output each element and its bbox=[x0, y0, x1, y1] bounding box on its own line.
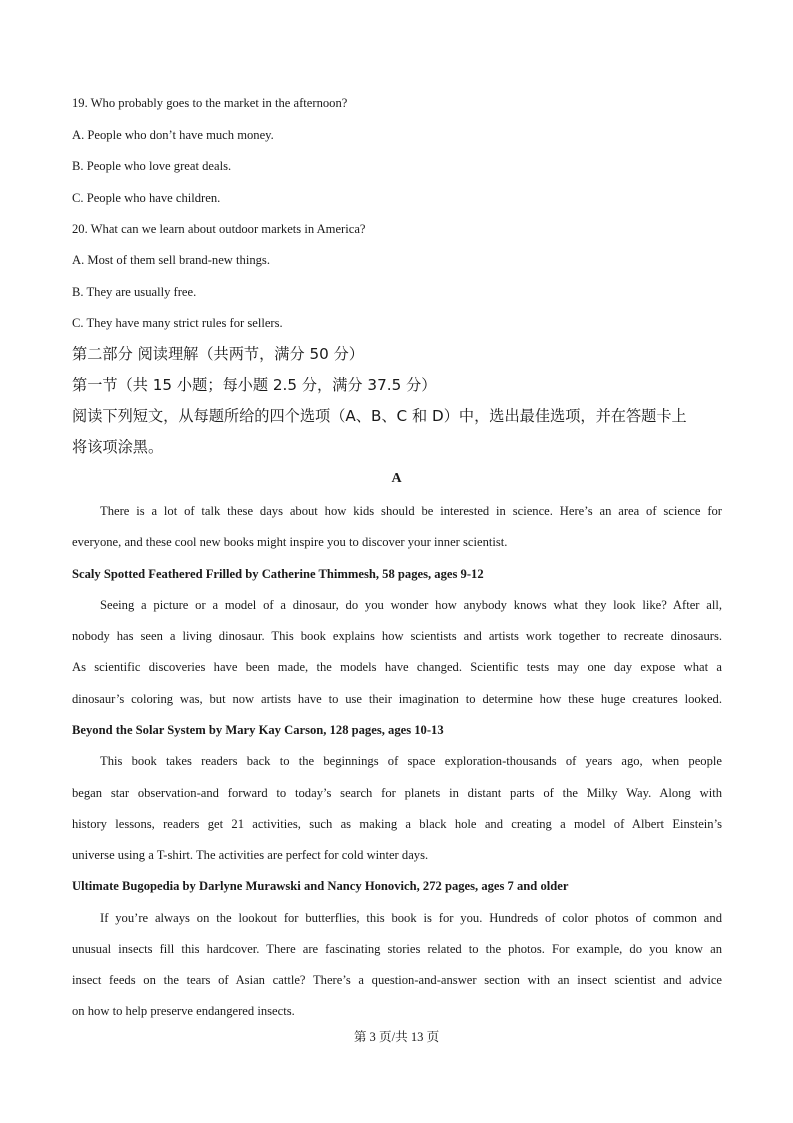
book-1-line-4: dinosaur’s coloring was, but now artists have to use their imagination to determine how these huge creatures looked. bbox=[72, 692, 722, 706]
book-1-line-3: As scientific discoveries have been made, the models have changed. Scientific tests may one day expose what a bbox=[72, 660, 722, 674]
question-20-stem: 20. What can we learn about outdoor markets in America? bbox=[72, 222, 366, 236]
book-2-title: Beyond the Solar System by Mary Kay Carson, 128 pages, ages 10-13 bbox=[72, 723, 444, 737]
question-20-option-b: B. They are usually free. bbox=[72, 285, 197, 299]
book-3-line-4: on how to help preserve endangered insects. bbox=[72, 1004, 295, 1018]
book-2-line-2: began star observation-and forward to today’s search for planets in distant parts of the Milky Way. Along with bbox=[72, 786, 722, 800]
question-19-option-b: B. People who love great deals. bbox=[72, 159, 232, 173]
question-20-option-a: A. Most of them sell brand-new things. bbox=[72, 253, 270, 267]
question-20-option-c: C. They have many strict rules for sellers. bbox=[72, 316, 283, 330]
passage-label: A bbox=[391, 471, 402, 486]
part-heading: 第二部分 阅读理解（共两节，满分 50 分） bbox=[72, 345, 364, 363]
intro-line-2: everyone, and these cool new books might inspire you to discover your inner scientist. bbox=[72, 535, 508, 549]
book-2-line-1: This book takes readers back to the beginnings of space exploration-thousands of years ago, when people bbox=[100, 754, 722, 768]
question-19-stem: 19. Who probably goes to the market in the afternoon? bbox=[72, 96, 348, 110]
book-1-title: Scaly Spotted Feathered Frilled by Catherine Thimmesh, 58 pages, ages 9-12 bbox=[72, 567, 484, 581]
book-3-line-2: unusual insects fill this hardcover. There are fascinating stories related to the photos. For example, do you know an bbox=[72, 942, 722, 956]
instructions-line-1: 阅读下列短文，从每题所给的四个选项（A、B、C 和 D）中，选出最佳选项，并在答题卡上 bbox=[72, 407, 687, 425]
intro-line-1: There is a lot of talk these days about how kids should be interested in science. Here’s an area of science for bbox=[100, 504, 722, 518]
book-1-line-1: Seeing a picture or a model of a dinosaur, do you wonder how anybody knows what they look like? After all, bbox=[100, 598, 722, 612]
book-3-line-3: insect feeds on the tears of Asian cattle? There’s a question-and-answer section with an insect scientist and advice bbox=[72, 973, 722, 987]
book-3-line-1: If you’re always on the lookout for butterflies, this book is for you. Hundreds of color photos of common and bbox=[100, 911, 722, 925]
section-heading: 第一节（共 15 小题；每小题 2.5 分，满分 37.5 分） bbox=[72, 376, 437, 394]
book-2-line-4: universe using a T-shirt. The activities are perfect for cold winter days. bbox=[72, 848, 429, 862]
book-3-title: Ultimate Bugopedia by Darlyne Murawski and Nancy Honovich, 272 pages, ages 7 and older bbox=[72, 879, 569, 893]
book-2-line-3: history lessons, readers get 21 activities, such as making a black hole and creating a model of Albert Einstein’s bbox=[72, 817, 722, 831]
question-19-option-a: A. People who don’t have much money. bbox=[72, 128, 274, 142]
question-19-option-c: C. People who have children. bbox=[72, 191, 221, 205]
book-1-line-2: nobody has seen a living dinosaur. This book explains how scientists and artists work together to recreate dinosaurs. bbox=[72, 629, 722, 643]
page-footer: 第 3 页/共 13 页 bbox=[353, 1030, 440, 1044]
instructions-line-2: 将该项涂黑。 bbox=[72, 438, 164, 456]
